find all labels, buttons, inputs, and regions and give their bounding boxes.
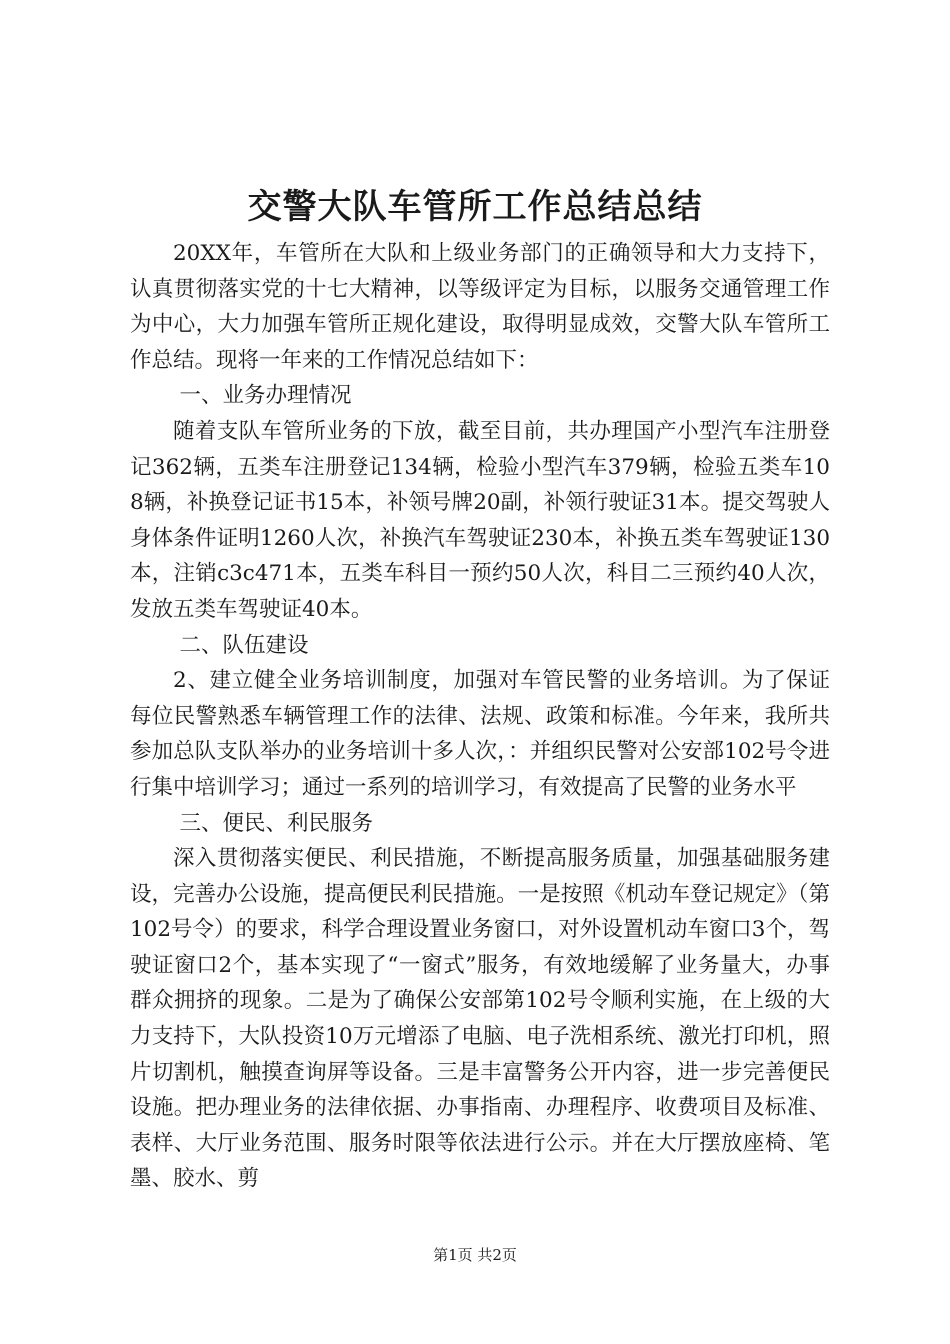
section-heading-team: 二、队伍建设 bbox=[179, 632, 309, 658]
intro-paragraph: 20XX年，车管所在大队和上级业务部门的正确领导和大力支持下，认真贯彻落实党的十七大精神，以等级评定为目标，以服务交通管理工作为中心，大力加强车管所正规化建设，取得明显成效，交警大队车管所工作总结。现将一年来的工作情况总结如下： bbox=[130, 241, 830, 373]
document-body bbox=[130, 236, 830, 1197]
section-heading-service: 三、便民、利民服务 bbox=[179, 810, 373, 836]
document-title: 交警大队车管所工作总结总结 bbox=[247, 187, 703, 227]
service-paragraph: 深入贯彻落实便民、利民措施，不断提高服务质量，加强基础服务建设，完善办公设施，提高便民利民措施。一是按照《机动车登记规定》（第102号令）的要求，科学合理设置业务窗口，对外设置机动车窗口3个，驾驶证窗口2个，基本实现了“一窗式”服务，有效地缓解了业务量大，办事群众拥挤的现象。二是为了确保公安部第102号令顺利实施，在上级的大力支持下，大队投资10万元增添了电脑、电子洗相系统、激光打印机，照片切割机，触摸查询屏等设备。三是丰富警务公开内容，进一步完善便民设施。把办理业务的法律依据、办事指南、办理程序、收费项目及标准、表样、大厅业务范围、服务时限等依法进行公示。并在大厅摆放座椅、笔墨、胶水、剪 bbox=[130, 846, 830, 1192]
team-paragraph: 2、建立健全业务培训制度，加强对车管民警的业务培训。为了保证每位民警熟悉车辆管理工作的法律、法规、政策和标准。今年来，我所共参加总队支队举办的业务培训十多人次，：并组织民警对公安部102号令进行集中培训学习；通过一系列的培训学习，有效提高了民警的业务水平 bbox=[130, 668, 830, 800]
business-paragraph: 随着支队车管所业务的下放，截至目前，共办理国产小型汽车注册登记362辆，五类车注册登记134辆，检验小型汽车379辆，检验五类车108辆，补换登记证书15本，补领号牌20副，补领行驶证31本。提交驾驶人身体条件证明1260人次，补换汽车驾驶证230本，补换五类车驾驶证130本，注销c3c471本，五类车科目一预约50人次，科目二三预约40人次，发放五类车驾驶证40本。 bbox=[130, 418, 830, 622]
page-number-footer: 第1页 共2页 bbox=[433, 1246, 517, 1264]
section-heading-business: 一、业务办理情况 bbox=[179, 383, 352, 409]
